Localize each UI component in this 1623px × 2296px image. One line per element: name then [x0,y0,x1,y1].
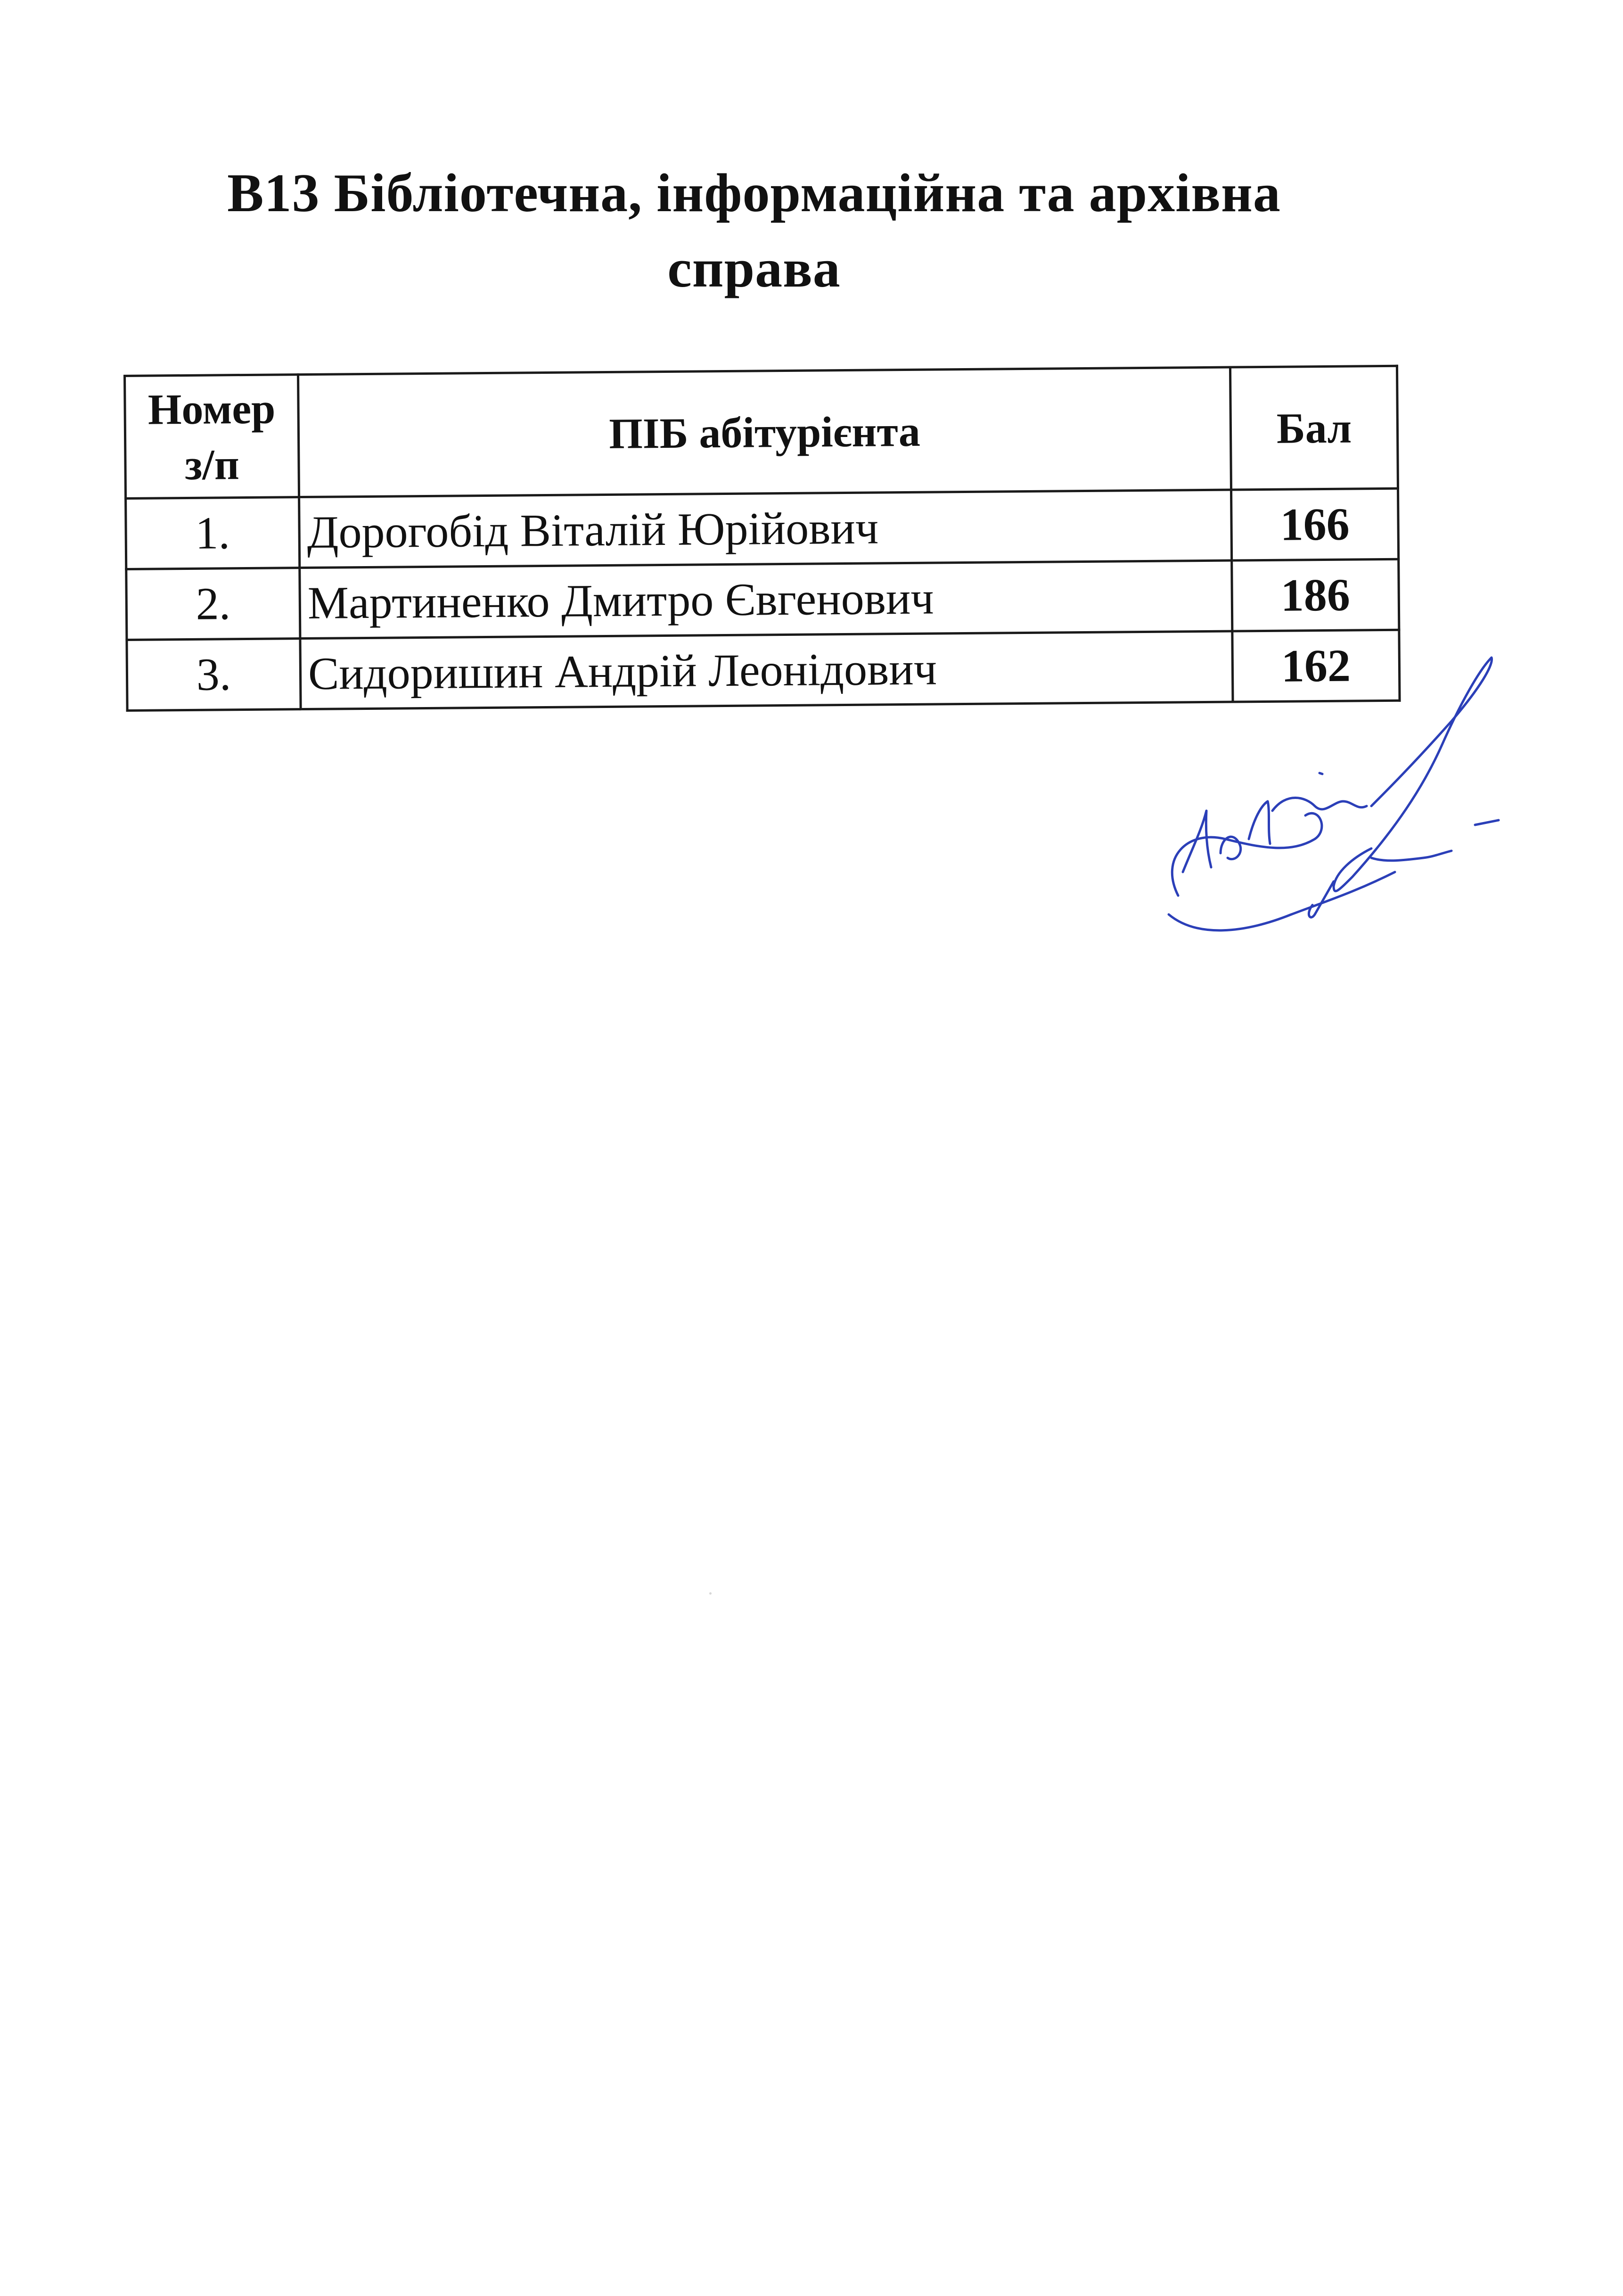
signature-stroke [1334,658,1492,891]
scan-dust-mark [709,1592,712,1595]
signature-stroke [1183,811,1211,872]
applicant-name: Мартиненко Дмитро Євгенович [300,560,1232,639]
signature-stroke [1371,851,1451,861]
applicant-score: 186 [1232,559,1399,631]
applicant-score: 166 [1231,488,1398,560]
document-title [141,156,1367,306]
table-header-row [125,366,1398,498]
signature-stroke [1169,872,1395,930]
signature-stroke [1172,813,1322,896]
signature-stroke [1475,820,1499,825]
signature-stroke [1272,798,1367,811]
signature-stroke [1320,773,1322,774]
row-number: 2. [126,568,300,640]
row-number: 1. [126,497,300,569]
header-score: Бал [1230,366,1398,490]
row-number: 3. [127,639,301,711]
header-name: ПІБ абітурієнта [298,367,1231,497]
table-row [126,488,1399,569]
document-title-line: справа [667,239,841,299]
applicant-score: 162 [1232,630,1400,702]
applicant-name: Дорогобід Віталій Юрійович [299,490,1232,568]
table-row [126,559,1399,640]
header-number: Номер з/п [125,375,299,499]
applicant-name: Сидоришин Андрій Леонідович [300,631,1233,709]
document-title-line: В13 Бібліотечна, інформаційна та архівна [227,163,1281,223]
handwritten-signature [1150,650,1508,980]
signature-stroke [1249,801,1270,844]
